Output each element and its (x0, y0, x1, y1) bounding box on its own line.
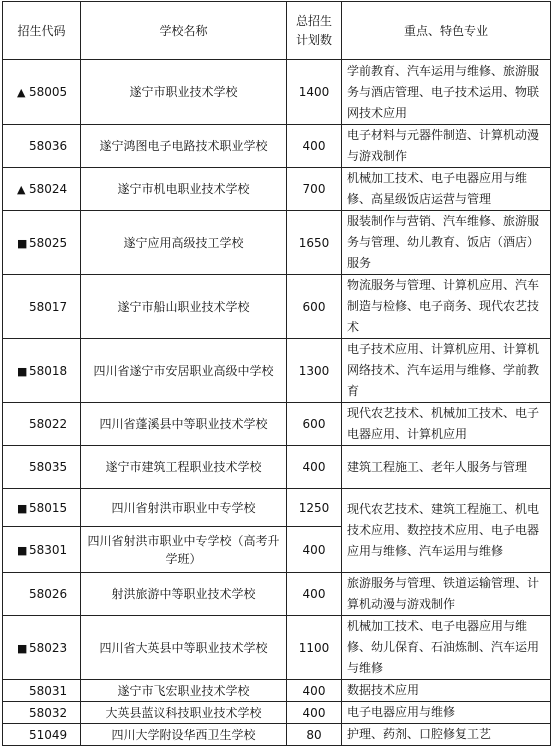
square-mark-icon: ■ (17, 543, 28, 557)
school-enrollment-table (2, 1, 551, 746)
school-code-cell (3, 125, 81, 168)
school-code-cell (3, 446, 81, 489)
triangle-mark-icon: ▲ (17, 183, 26, 196)
table-row (3, 403, 551, 446)
school-name: 遂宁市船山职业技术学校 (81, 275, 287, 339)
table-row (3, 125, 551, 168)
featured-majors: 旅游服务与管理、铁道运输管理、计算机动漫与游戏制作 (342, 573, 551, 616)
enrollment-quota: 1650 (287, 211, 342, 275)
enrollment-quota: 1250 (287, 489, 342, 527)
school-code: 58023 (29, 640, 68, 655)
featured-majors: 数据技术应用 (342, 680, 551, 702)
square-mark-icon: ■ (17, 364, 28, 378)
featured-majors: 电子电器应用与维修 (342, 702, 551, 724)
school-code-cell (3, 211, 81, 275)
enrollment-quota: 80 (287, 724, 342, 746)
school-name: 大英县蓝议科技职业技术学校 (81, 702, 287, 724)
school-code-cell (3, 60, 81, 125)
school-code: 58031 (29, 683, 68, 698)
school-code: 58036 (29, 139, 68, 153)
school-name: 遂宁市飞宏职业技术学校 (81, 680, 287, 702)
school-code-cell (3, 616, 81, 680)
school-name: 四川省射洪市职业中专学校 (81, 489, 287, 527)
school-name: 遂宁市机电职业技术学校 (81, 168, 287, 211)
enrollment-quota: 1300 (287, 339, 342, 403)
table-row (3, 211, 551, 275)
school-code: 58022 (29, 417, 68, 431)
school-name: 四川省射洪市职业中专学校（高考升学班） (81, 527, 287, 573)
school-name: 射洪旅游中等职业技术学校 (81, 573, 287, 616)
school-name: 四川省大英县中等职业技术学校 (81, 616, 287, 680)
school-code: 58005 (29, 85, 68, 99)
school-name: 四川省遂宁市安居职业高级中学校 (81, 339, 287, 403)
table-row (3, 489, 551, 527)
triangle-mark-icon: ▲ (17, 86, 26, 99)
enrollment-quota: 400 (287, 527, 342, 573)
header-major: 重点、特色专业 (342, 2, 551, 60)
table-row (3, 275, 551, 339)
school-code: 58035 (29, 460, 68, 474)
table-row (3, 60, 551, 125)
featured-majors: 护理、药剂、口腔修复工艺 (342, 724, 551, 746)
header-quota (287, 2, 342, 60)
school-code: 58024 (29, 182, 68, 196)
featured-majors-merged: 现代农艺技术、建筑工程施工、机电技术应用、数控技术应用、电子电器应用与维修、汽车运用与维修 (342, 489, 551, 573)
school-code-cell (3, 527, 81, 573)
featured-majors: 服装制作与营销、汽车维修、旅游服务与管理、幼儿教育、饭店（酒店）服务 (342, 211, 551, 275)
featured-majors: 物流服务与管理、计算机应用、汽车制造与检修、电子商务、现代农艺技术 (342, 275, 551, 339)
table-row (3, 168, 551, 211)
enrollment-quota: 600 (287, 275, 342, 339)
table-row (3, 446, 551, 489)
header-quota-line1: 总招生 (295, 13, 332, 28)
featured-majors: 电子技术应用、计算机应用、计算机网络技术、汽车运用与维修、学前教育 (342, 339, 551, 403)
school-code: 58015 (29, 500, 68, 515)
header-quota-line2: 计划数 (295, 32, 332, 47)
table-row (3, 724, 551, 746)
school-code-cell (3, 680, 81, 702)
school-code-cell (3, 339, 81, 403)
square-mark-icon: ■ (17, 501, 28, 515)
header-code: 招生代码 (3, 2, 81, 60)
school-name: 四川省蓬溪县中等职业技术学校 (81, 403, 287, 446)
school-code: 58018 (29, 363, 68, 378)
school-name: 遂宁应用高级技工学校 (81, 211, 287, 275)
school-code-cell (3, 702, 81, 724)
school-code-cell (3, 489, 81, 527)
school-code-cell (3, 724, 81, 746)
school-code: 58032 (29, 705, 68, 720)
featured-majors: 学前教育、汽车运用与维修、旅游服务与酒店管理、电子技术运用、物联网技术应用 (342, 60, 551, 125)
table-header-row (3, 2, 551, 60)
featured-majors: 电子材料与元器件制造、计算机动漫与游戏制作 (342, 125, 551, 168)
header-school-name: 学校名称 (81, 2, 287, 60)
enrollment-quota: 400 (287, 125, 342, 168)
school-code-cell (3, 275, 81, 339)
enrollment-quota: 600 (287, 403, 342, 446)
featured-majors: 现代农艺技术、机械加工技术、电子电器应用、计算机应用 (342, 403, 551, 446)
school-name: 遂宁市建筑工程职业技术学校 (81, 446, 287, 489)
enrollment-quota: 1400 (287, 60, 342, 125)
featured-majors: 机械加工技术、电子电器应用与维修、幼儿保育、石油炼制、汽车运用与维修 (342, 616, 551, 680)
featured-majors: 建筑工程施工、老年人服务与管理 (342, 446, 551, 489)
school-code: 51049 (29, 727, 68, 742)
school-code-cell (3, 403, 81, 446)
school-code: 58017 (29, 299, 68, 314)
square-mark-icon: ■ (17, 236, 28, 250)
school-name: 遂宁市职业技术学校 (81, 60, 287, 125)
school-code-cell (3, 573, 81, 616)
school-code: 58026 (29, 587, 68, 601)
featured-majors: 机械加工技术、电子电器应用与维修、高星级饭店运营与管理 (342, 168, 551, 211)
table-row (3, 339, 551, 403)
school-code: 58025 (29, 235, 68, 250)
school-name: 四川大学附设华西卫生学校 (81, 724, 287, 746)
enrollment-quota: 400 (287, 680, 342, 702)
school-code: 58301 (29, 542, 68, 557)
enrollment-quota: 400 (287, 702, 342, 724)
square-mark-icon: ■ (17, 641, 28, 655)
school-name: 遂宁鸿图电子电路技术职业学校 (81, 125, 287, 168)
school-code-cell (3, 168, 81, 211)
enrollment-quota: 400 (287, 446, 342, 489)
table-row (3, 702, 551, 724)
enrollment-quota: 700 (287, 168, 342, 211)
enrollment-quota: 400 (287, 573, 342, 616)
enrollment-quota: 1100 (287, 616, 342, 680)
table-row (3, 680, 551, 702)
table-row (3, 573, 551, 616)
table-row (3, 616, 551, 680)
